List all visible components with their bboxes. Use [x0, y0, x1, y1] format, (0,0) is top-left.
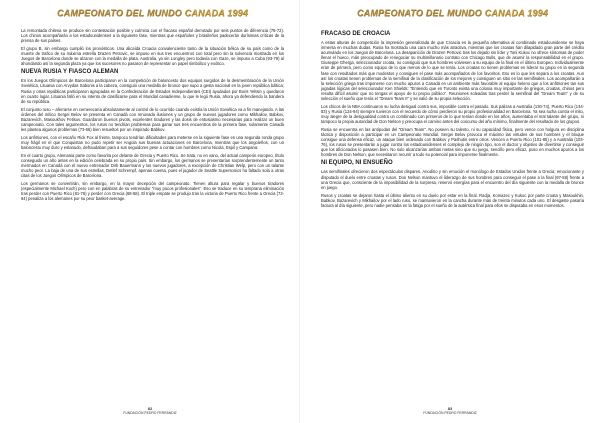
paragraph: En los Juegos Olímpicos de Barcelona participaron en la competición de baloncesto dos equipos surgidos de la desmembración de la Unión Soviética, Lituania con Arvydas Sabonis a la cabeza, consiguió una medalla de bronce que supo a gesta nacional en la joven república báltica; Rusia y otras repúblicas participaron agrupadas en la Confederación de Estados Independientes (CEI) ayudados por Boris Yeltsin y quedaron en cuarto lugar. Lituania falló en su intento de clasificarse para el Mundial canadiense, lo que le legó Rusia, ahora ya defendiendo la bandera de su república.	[21, 78, 284, 104]
paragraph: El grupo B, sin embargo cumplió los pronósticos. Una alicaída Croacia convalenciente tanto de la situación bélica de su país como de la muerte de trafico de su máxima estrella Drazen Petrovic, se impuso en sus tres encuentros con total pero sin la solvencia mostrada en los Juegos de Barcelona donde se alzaron con la medalla de plata. Australia, ya sin Longley pero todavía con Gaze, se impuso a Cuba (93-79) al ahondando así la segunda plaza ya que los sucesores no pasaron de representar un papel simbólico y exótico.	[21, 45, 284, 67]
paragraph: Los germanos se convertirán, sin embargo, en la mayor decepción del campeonato. Tienen altura para regalar y buenos tiradores (especialmente Michael Koch) pero con en palabras de su entrenador "muy pocos profesionales". Eso se traduce en su temprana eliminación tras perder con Puerto Rico (81-76) y perder con Grecia (68-58). El triple empate se produjo tras la victoria de Puerto Rico frente a Grecia (72-64) penaliza a los alemanes por su peor basket-average.	[21, 180, 284, 202]
section-heading: NI EQUIPO, NI ENSUEÑO	[321, 160, 393, 167]
page-footer	[300, 407, 600, 415]
header-title: CAMPEONATO DEL MUNDO	[356, 8, 485, 18]
right-page	[300, 0, 600, 423]
page-number: 82	[147, 406, 153, 411]
page-footer	[0, 407, 300, 415]
paragraph: En el cuarto grupo, Alemania parte como favorita por delante de Grecia y Puerto Rico. Se trata, no en vano, del actual campeón europeo, título conseguido un año antes en la edición celebrada en su propio país. Sin embargo, los germanos se presentarían sorprendentemente un tanto mermados en Canadá con el nuevo entrenador Dirk Bauermann y los nuevos jugadores, a excepción de Christian Welp, pero con un talante mucho peor. La baja de una de sus estrellas, Detlef Schrempf, apenas cuenta, pues el jugador de Seattle Supersonics ha faltado sola a otras citas de los Juegos Olímpicos de Barcelona.	[21, 152, 284, 178]
paragraph: Los anfitriones, con el escaño Rick Fox al frente, tampoco tendrían dificultades para meterse en la siguiente fase en una segunda ronda grupo muy frágil en el que Conquistan no pudo repetir ser Angola sus buenas actuaciones en Barcelona, mientras que los angoleños, con un baloncesto muy duro y estanudo, defraudaban para a sus seguidores pese a contar con hombres como Nicola, Espil y Campana.	[21, 134, 284, 150]
paragraph: La remontada chilena se produce sin contestación posible y culmina con el fracaso español derrotado por seis puntos de diferencia (78-72). Los chinos acompañarán a los estadounidenses a la siguiente fase, mientras que españoles y brasileños padecerán durísimas críticas de la prensa de sus países.	[21, 28, 284, 44]
section-heading: FRACASO DE CROACIA	[321, 31, 391, 37]
paragraph: El conjunto ruso – aferrarse en cemerecaría absolutamente al control de lo ocurrido cuando existía la Unión Soviética va a fin manejando. A las órdenes del mítico Sergei Belov se presenta en Canadá con renovada ilusiones y un grupo de nuevos jugadores como Mikhailov, Babkov, Bazarevich, Masoukhov Fetisov. Guardaron buenos pivots, excelentes tiradores y las dosis de entusiasmo necesarias para realizar un buen campeonato. Con tales argumentos, los rusos no tendrían problemas para ganar sus tres encuentros de la primera fase, solamente Canadá les plantea algunos problemas (73-66) bien resueltos por un inspirado Babkov.	[21, 106, 284, 132]
left-body-text	[21, 28, 284, 201]
running-header	[21, 8, 284, 28]
section-heading: NUEVA RUSIA Y FIASCO ALEMAN	[21, 69, 119, 76]
paragraph: Los chicos de la NBA continuaron su lucha desigual contra sus, imposible contra el pasado. Sus palizas a Australia (130-74), Puerto Rico (134-83) y Rusia (124-94) siempre tuvieron con el recuerdo de cómo perdieron su propio profesionalidad en Barcelona. Ya sea lucha contra el mito, muy alegre de la desigualdad contra un combinado con primeros de lo que tenían donde en los años, aumentaba el mal talante del grupo, ni tampoco la propia autoridad de Don Nelson y preocupa el camino antes del concurso del año mínimo, finalmente del resultado de los grupos.	[321, 103, 584, 125]
paragraph: Las semifinales ofrecieron dos espectáculos dispares. Anodino y sin emoción el monólogo de Estados Unidos frente a Grecia; emocionante y disputado el duelo entre croatas y rusos. Don Nelson mantuvo el liderazgo de sus hombres para conseguir el pase a la final (97-58) frente a una Grecia que, consciente de la imposibilidad de la sorpresa, reservó energías para el encuentro del día siguiente con la medalla de bronce en juego.	[321, 169, 584, 190]
footer-text: FUNDACIÓN PEDRO FERRÁNDIZ	[423, 411, 477, 415]
running-header	[321, 8, 584, 28]
header-accent: CANADA 1994	[484, 8, 549, 18]
header-title: CAMPEONATO DEL MUNDO	[56, 8, 185, 18]
right-body-text	[321, 31, 584, 208]
footer-text: FUNDACIÓN PEDRO FERRÁNDIZ	[123, 411, 177, 415]
paragraph: Rusia se encuentra en las antípodas del "Dream Team". No poseen su talento, ni su capacidad física, pero vence con holgura en disciplina táctica y disposición a participar en un Campeonato Mundial. Sergei Belov provoca el máximo las virtudes de sus hombres y el bloque consigue una defensa eficaz, un ataque bien ordenado con Babkov y Pashutin entre otros. Vencen a Puerto Rico (101-85) y a Australia (103-76), los rusos se presentarán a jugar contra los estadounidenses el complejo de ningún tipo, son el ductor y objetivo de divertirse y conseguir que los aficionados lo pasasen bien. No solo alcanzarían ambas metas sino que su juego, sencillo pero eficaz, puso en muchos apuros a los hombres de Don Nelson, que necesitaron recurrir a todo su potencial para imponerse finalmente.	[321, 126, 584, 158]
page-number: 83	[447, 406, 453, 411]
paragraph: Rusos y croatas se dejaron hasta el último aliento en su duelo por estar en la final. Radja, Komazec y Kukoc por parte croata y Masoukhin, Babkov, Bazarevich y Mikhailov por el lado ruso, se mantuvieron en la cancha durante más de treinta minutos cada uno. El desgaste pasaría factura al día siguiente, pero nadie pensaba en la fatiga por el sueño de la auténtica final para ellos se disputaba en esos momentos.	[321, 192, 584, 208]
header-accent: CANADA 1994	[184, 8, 249, 18]
paragraph: A estas alturas de competición la impresión generalizada de que Croacia es la pequeña alternativa al combinado estadounidense se haya inmersa en muchas dudas. Rusia ha mostrado una cara mucho más atractiva, mientras que los croatas han dilapidado gran parte del crédito acumulado en los Juegos de Barcelona. La desaparición de Drazen Petrovic tras los dejado sin líder y Toni Kukoc no ofrece síntomas de poder llenar el hueco, más preocupado de renegociar su multimillonario contrato con Chicago Bulls, que de asumir la responsabilidad en el grupo. Giuseppe Gherga, seleccionador croata, no consiguió que sus hombres volviesen a su equipo de la final en el último Europeo. Individualmente eran de primera, pero como equipo de lo que menos de lo que se tenía. Los croatas no tienen problemas en liderar su grupo en la segunda fase con resultados más que modestos y consiguen el pase más acompañados de los favoritos. Eso es lo que les separa a los croatas. Aun así los croatas tienen problemas de la semifinal de la clasificación de los mejores y consiguen un sitio en las semifinales. Los acompañarán a la selección griega tras imponerse con mucho apuros a Canadá en un ambiente más favorable al equipo heleno que a los anfitriones tan sus jugadas lógicas del seleccionador Ken Shields: "Entiendo que en Toronto exista una colonia muy importante de griegos, croatas, chinos pero resulta difícil asumir que no tengas el apoyo de tu propio público". Reuniones soleadas tras perder la semifinal del "Dream Team" y de su selección el sueño que tenía el "Dream Team II" y se valió de su propia selección.	[321, 40, 584, 102]
